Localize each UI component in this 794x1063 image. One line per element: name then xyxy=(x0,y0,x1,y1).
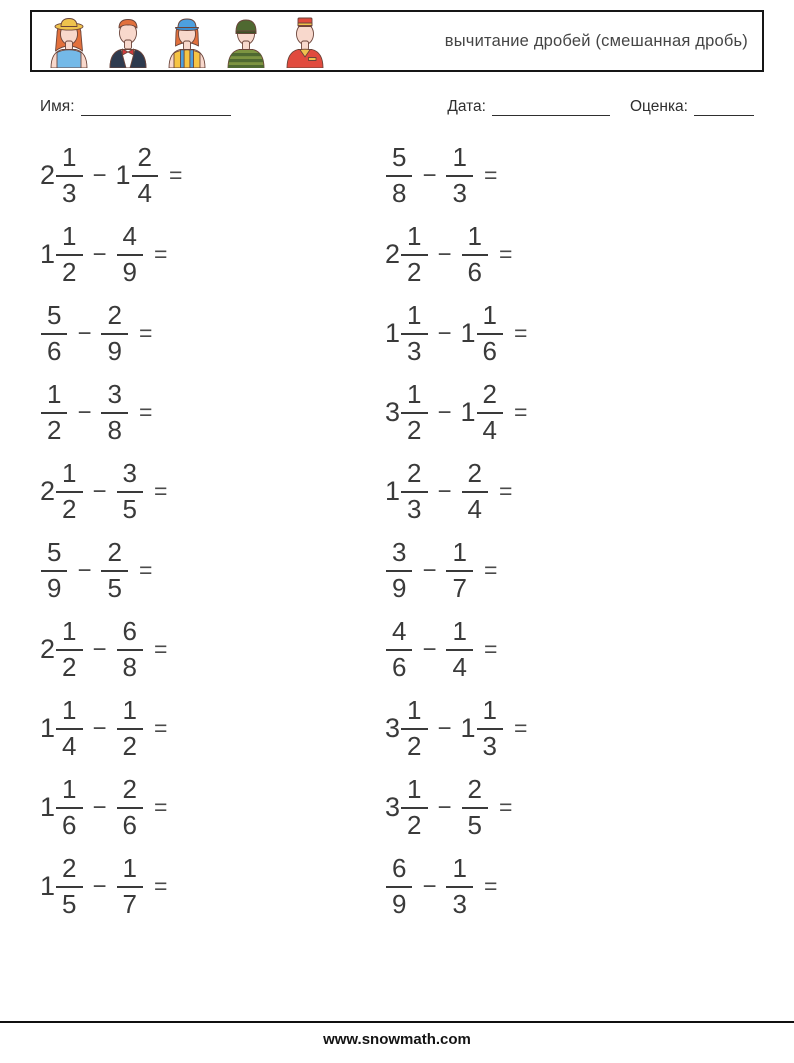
problem-left-2 xyxy=(40,222,385,287)
problem-right-8 xyxy=(385,696,730,761)
problem-left-8 xyxy=(40,696,385,761)
name-field xyxy=(40,98,231,116)
date-label: Дата: xyxy=(447,98,486,115)
problem-right-1 xyxy=(385,143,730,208)
denominator: 6 xyxy=(392,651,407,682)
denominator: 2 xyxy=(122,730,137,761)
problem-right-9 xyxy=(385,775,730,840)
numerator: 1 xyxy=(56,617,82,650)
equals-sign: = xyxy=(153,715,168,741)
problem-left-6 xyxy=(40,538,385,603)
denominator: 3 xyxy=(452,177,467,208)
fraction xyxy=(56,222,82,287)
equals-sign: = xyxy=(483,557,498,583)
website-url: www.snowmath.com xyxy=(323,1031,471,1048)
numerator: 1 xyxy=(41,380,67,413)
fraction xyxy=(56,854,82,919)
equals-sign: = xyxy=(498,794,513,820)
minus-sign: − xyxy=(92,714,107,742)
minus-sign: − xyxy=(92,477,107,505)
denominator: 9 xyxy=(392,572,407,603)
denominator: 6 xyxy=(122,809,137,840)
denominator: 5 xyxy=(62,888,77,919)
numerator: 5 xyxy=(41,538,67,571)
whole-number: 2 xyxy=(385,239,401,269)
problem-left-4 xyxy=(40,380,385,445)
fraction xyxy=(401,380,427,445)
numerator: 2 xyxy=(477,380,503,413)
minus-sign: − xyxy=(77,398,92,426)
denominator: 6 xyxy=(482,335,498,366)
minus-sign: − xyxy=(437,398,452,426)
name-blank-line xyxy=(81,99,231,116)
numerator: 5 xyxy=(41,301,67,334)
problems-grid xyxy=(40,136,794,926)
problem-right-4 xyxy=(385,380,730,445)
minus-sign: − xyxy=(422,635,437,663)
equals-sign: = xyxy=(153,241,168,267)
denominator: 4 xyxy=(452,651,467,682)
numerator: 1 xyxy=(401,380,427,413)
equals-sign: = xyxy=(514,320,528,346)
minus-sign: − xyxy=(77,556,92,584)
minus-sign: − xyxy=(92,240,107,268)
fraction xyxy=(56,617,82,682)
fraction xyxy=(117,459,143,524)
problem-right-6 xyxy=(385,538,730,603)
fraction xyxy=(41,380,67,445)
denominator: 2 xyxy=(47,414,62,445)
denominator: 2 xyxy=(62,493,77,524)
whole-number: 2 xyxy=(40,634,56,664)
problem-left-9 xyxy=(40,775,385,840)
equals-sign: = xyxy=(498,478,513,504)
numerator: 1 xyxy=(401,696,427,729)
problem-left-3 xyxy=(40,301,385,366)
fraction xyxy=(117,222,143,287)
numerator: 3 xyxy=(117,459,143,492)
fraction xyxy=(41,301,67,366)
numerator: 3 xyxy=(386,538,412,571)
denominator: 9 xyxy=(122,256,137,287)
minus-sign: − xyxy=(437,240,452,268)
denominator: 3 xyxy=(482,730,498,761)
numerator: 1 xyxy=(477,696,503,729)
fraction xyxy=(56,696,82,761)
denominator: 5 xyxy=(467,809,482,840)
whole-number: 2 xyxy=(40,476,56,506)
minus-sign: − xyxy=(437,477,452,505)
numerator: 1 xyxy=(56,143,82,176)
fraction xyxy=(462,459,488,524)
whole-number: 1 xyxy=(40,239,56,269)
whole-number: 1 xyxy=(460,397,476,427)
equals-sign: = xyxy=(153,873,168,899)
whole-number: 3 xyxy=(385,792,401,822)
fraction xyxy=(56,775,82,840)
whole-number: 3 xyxy=(385,713,401,743)
problem-right-7 xyxy=(385,617,730,682)
problem-left-5 xyxy=(40,459,385,524)
denominator: 6 xyxy=(467,256,482,287)
fraction xyxy=(117,696,143,761)
fraction xyxy=(386,617,412,682)
minus-sign: − xyxy=(77,319,92,347)
whole-number: 1 xyxy=(460,713,476,743)
denominator: 5 xyxy=(122,493,137,524)
whole-number: 1 xyxy=(40,871,56,901)
equals-sign: = xyxy=(483,636,498,662)
fraction xyxy=(477,696,503,761)
problem-left-7 xyxy=(40,617,385,682)
denominator: 2 xyxy=(62,256,77,287)
equals-sign: = xyxy=(138,399,153,425)
numerator: 1 xyxy=(446,538,472,571)
fraction xyxy=(477,380,503,445)
minus-sign: − xyxy=(92,872,107,900)
denominator: 3 xyxy=(407,493,422,524)
construction-worker-avatar-icon xyxy=(164,14,210,68)
numerator: 1 xyxy=(477,301,503,334)
equals-sign: = xyxy=(153,636,168,662)
whole-number: 1 xyxy=(115,160,131,190)
denominator: 2 xyxy=(407,730,422,761)
denominator: 9 xyxy=(47,572,62,603)
fraction xyxy=(117,775,143,840)
fields-row xyxy=(40,98,754,116)
denominator: 6 xyxy=(62,809,77,840)
problem-right-2 xyxy=(385,222,730,287)
numerator: 1 xyxy=(401,222,427,255)
minus-sign: − xyxy=(422,556,437,584)
fraction xyxy=(401,775,427,840)
minus-sign: − xyxy=(422,161,437,189)
denominator: 2 xyxy=(62,651,77,682)
numerator: 1 xyxy=(117,854,143,887)
fraction xyxy=(477,301,503,366)
equals-sign: = xyxy=(483,873,498,899)
fraction xyxy=(56,459,82,524)
fraction xyxy=(132,143,158,208)
fraction xyxy=(41,538,67,603)
minus-sign: − xyxy=(92,161,107,189)
denominator: 9 xyxy=(107,335,122,366)
denominator: 3 xyxy=(407,335,422,366)
footer xyxy=(0,1021,794,1049)
waiter-avatar-icon xyxy=(105,14,151,68)
equals-sign: = xyxy=(138,557,153,583)
numerator: 1 xyxy=(462,222,488,255)
numerator: 2 xyxy=(462,459,488,492)
numerator: 1 xyxy=(446,143,472,176)
numerator: 1 xyxy=(56,775,82,808)
denominator: 3 xyxy=(452,888,467,919)
fraction xyxy=(401,222,427,287)
avatar-row xyxy=(46,14,328,68)
bellhop-avatar-icon xyxy=(282,14,328,68)
farmer-woman-avatar-icon xyxy=(46,14,92,68)
equals-sign: = xyxy=(153,478,168,504)
minus-sign: − xyxy=(437,793,452,821)
fraction xyxy=(117,617,143,682)
equals-sign: = xyxy=(514,715,528,741)
denominator: 4 xyxy=(467,493,482,524)
denominator: 4 xyxy=(137,177,153,208)
denominator: 6 xyxy=(47,335,62,366)
fraction xyxy=(101,380,127,445)
fraction xyxy=(401,696,427,761)
denominator: 7 xyxy=(452,572,467,603)
minus-sign: − xyxy=(437,319,452,347)
fraction xyxy=(446,143,472,208)
problem-right-3 xyxy=(385,301,730,366)
grade-label: Оценка: xyxy=(630,98,688,115)
numerator: 2 xyxy=(101,301,127,334)
numerator: 1 xyxy=(401,775,427,808)
denominator: 2 xyxy=(407,256,422,287)
denominator: 4 xyxy=(62,730,77,761)
numerator: 4 xyxy=(386,617,412,650)
problem-right-10 xyxy=(385,854,730,919)
whole-number: 1 xyxy=(460,318,476,348)
numerator: 2 xyxy=(401,459,427,492)
numerator: 1 xyxy=(56,696,82,729)
equals-sign: = xyxy=(483,162,498,188)
numerator: 2 xyxy=(462,775,488,808)
numerator: 1 xyxy=(56,459,82,492)
whole-number: 3 xyxy=(385,397,401,427)
date-field xyxy=(447,98,610,116)
numerator: 1 xyxy=(56,222,82,255)
header-box xyxy=(30,10,764,72)
denominator: 8 xyxy=(122,651,137,682)
fraction xyxy=(386,538,412,603)
fraction xyxy=(56,143,82,208)
denominator: 5 xyxy=(107,572,122,603)
grade-blank-line xyxy=(694,99,754,116)
numerator: 2 xyxy=(132,143,158,176)
whole-number: 1 xyxy=(385,318,401,348)
soldier-avatar-icon xyxy=(223,14,269,68)
equals-sign: = xyxy=(169,162,183,188)
problem-left-10 xyxy=(40,854,385,919)
problem-right-5 xyxy=(385,459,730,524)
denominator: 3 xyxy=(62,177,77,208)
numerator: 1 xyxy=(117,696,143,729)
whole-number: 2 xyxy=(40,160,56,190)
numerator: 1 xyxy=(401,301,427,334)
fraction xyxy=(386,854,412,919)
fraction xyxy=(446,538,472,603)
whole-number: 1 xyxy=(385,476,401,506)
minus-sign: − xyxy=(92,793,107,821)
numerator: 4 xyxy=(117,222,143,255)
denominator: 2 xyxy=(407,809,422,840)
fraction xyxy=(101,301,127,366)
minus-sign: − xyxy=(92,635,107,663)
denominator: 2 xyxy=(407,414,422,445)
denominator: 9 xyxy=(392,888,407,919)
minus-sign: − xyxy=(422,872,437,900)
equals-sign: = xyxy=(514,399,528,425)
numerator: 1 xyxy=(446,617,472,650)
denominator: 8 xyxy=(107,414,122,445)
numerator: 6 xyxy=(117,617,143,650)
fraction xyxy=(446,854,472,919)
denominator: 8 xyxy=(392,177,407,208)
numerator: 5 xyxy=(386,143,412,176)
numerator: 3 xyxy=(101,380,127,413)
whole-number: 1 xyxy=(40,713,56,743)
equals-sign: = xyxy=(138,320,153,346)
fraction xyxy=(462,222,488,287)
minus-sign: − xyxy=(437,714,452,742)
whole-number: 1 xyxy=(40,792,56,822)
problem-left-1 xyxy=(40,143,385,208)
numerator: 2 xyxy=(101,538,127,571)
fraction xyxy=(101,538,127,603)
fraction xyxy=(401,459,427,524)
denominator: 7 xyxy=(122,888,137,919)
fraction xyxy=(462,775,488,840)
numerator: 1 xyxy=(446,854,472,887)
denominator: 4 xyxy=(482,414,498,445)
equals-sign: = xyxy=(498,241,513,267)
equals-sign: = xyxy=(153,794,168,820)
fraction xyxy=(401,301,427,366)
fraction xyxy=(386,143,412,208)
fraction xyxy=(117,854,143,919)
numerator: 2 xyxy=(56,854,82,887)
numerator: 6 xyxy=(386,854,412,887)
page-title: вычитание дробей (смешанная дробь) xyxy=(444,31,748,50)
numerator: 2 xyxy=(117,775,143,808)
fraction xyxy=(446,617,472,682)
name-label: Имя: xyxy=(40,98,75,115)
date-blank-line xyxy=(492,99,610,116)
grade-field xyxy=(630,98,754,116)
